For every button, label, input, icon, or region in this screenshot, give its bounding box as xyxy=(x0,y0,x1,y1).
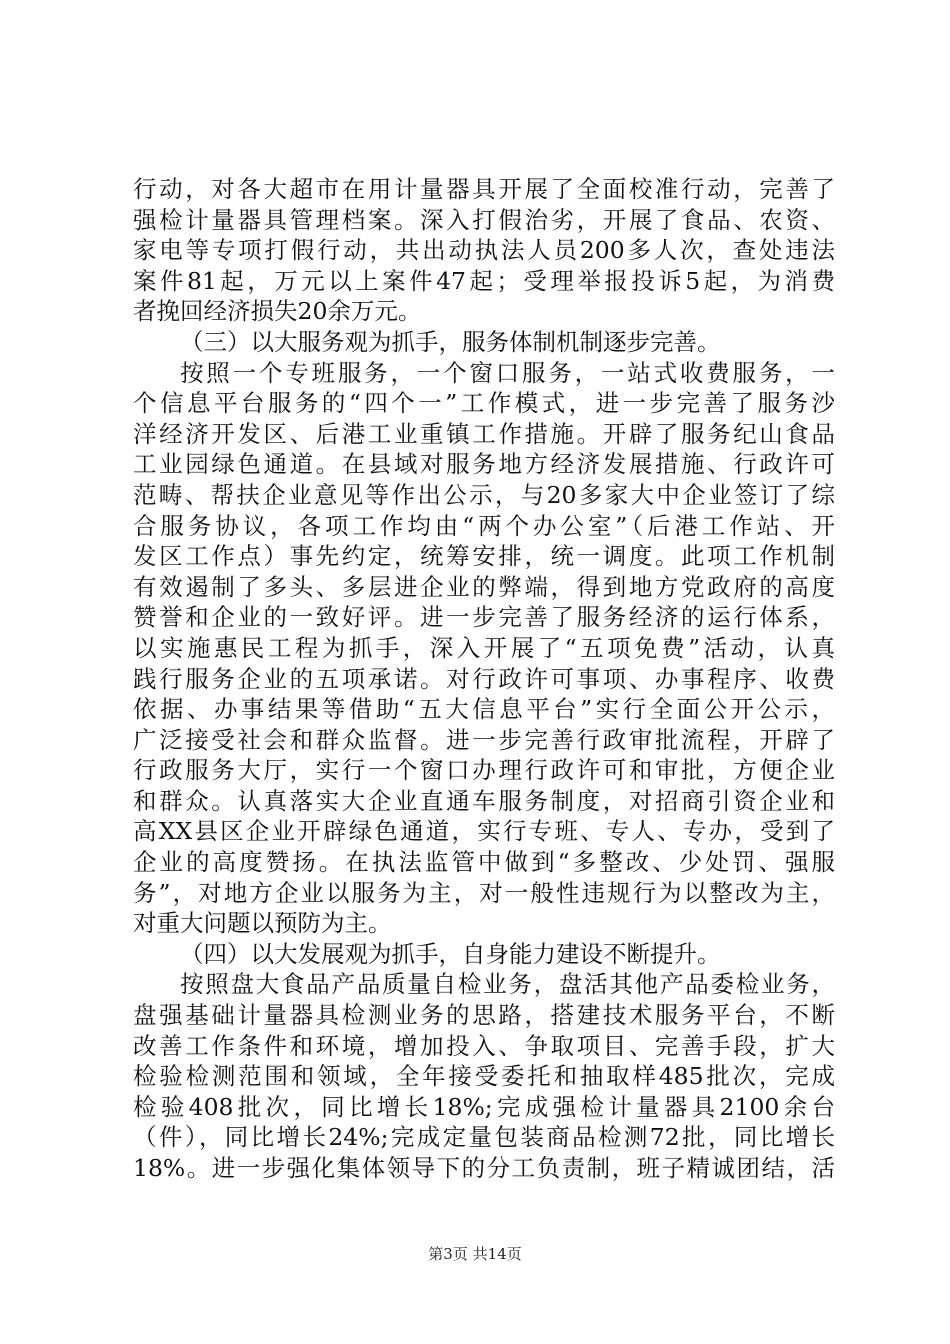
text-line: 高XX县区企业开辟绿色通道，实行专班、专人、专办，受到了 xyxy=(133,817,835,846)
text-line: 行动，对各大超市在用计量器具开展了全面校准行动，完善了 xyxy=(133,175,835,203)
text-line: 范畴、帮扶企业意见等作出公示，与20多家大中企业签订了综 xyxy=(133,480,835,509)
text-line: 行政服务大厅，实行一个窗口办理行政许可和审批，方便企业 xyxy=(133,756,835,785)
text-line: 改善工作条件和环境，增加投入、争取项目、完善手段，扩大 xyxy=(133,1031,835,1060)
text-line: 合服务协议，各项工作均由“两个办公室”（后港工作站、开 xyxy=(133,511,835,540)
text-line: （件），同比增长24%;完成定量包装商品检测72批，同比增长 xyxy=(133,1123,835,1152)
text-line: 践行服务企业的五项承诺。对行政许可事项、办事程序、收费 xyxy=(133,664,835,693)
text-line: 有效遏制了多头、多层进企业的弊端，得到地方党政府的高度 xyxy=(133,572,835,601)
text-line: 按照盘大食品产品质量自检业务，盘活其他产品委检业务， xyxy=(180,970,835,999)
text-line: 和群众。认真落实大企业直通车服务制度，对招商引资企业和 xyxy=(133,786,835,815)
text-line: 对重大问题以预防为主。 xyxy=(133,909,392,938)
text-line: 个信息平台服务的“四个一”工作模式，进一步完善了服务沙 xyxy=(133,389,835,418)
text-line: 以实施惠民工程为抓手，深入开展了“五项免费”活动，认真 xyxy=(133,633,835,662)
text-line: 广泛接受社会和群众监督。进一步完善行政审批流程，开辟了 xyxy=(133,725,835,754)
text-line: 检验408批次，同比增长18%;完成强检计量器具2100余台 xyxy=(133,1092,835,1121)
text-line: 强检计量器具管理档案。深入打假治劣，开展了食品、农资、 xyxy=(133,205,835,234)
section-heading: （三）以大服务观为抓手，服务体制机制逐步完善。 xyxy=(180,327,721,356)
text-line: 检验检测范围和领域，全年接受委托和抽取样485批次，完成 xyxy=(133,1062,835,1091)
text-line: 赞誉和企业的一致好评。进一步完善了服务经济的运行体系， xyxy=(133,603,835,632)
text-line: 务”，对地方企业以服务为主，对一般性违规行为以整改为主， xyxy=(133,878,835,907)
text-line: 企业的高度赞扬。在执法监管中做到“多整改、少处罚、强服 xyxy=(133,848,835,877)
body-text xyxy=(133,174,835,1184)
text-line: 盘强基础计量器具检测业务的思路，搭建技术服务平台，不断 xyxy=(133,1001,835,1030)
text-line: 18%。进一步强化集体领导下的分工负责制，班子精诚团结，活 xyxy=(133,1154,835,1182)
page-footer xyxy=(0,1244,950,1264)
page-number: 第3页 共14页 xyxy=(428,1245,522,1263)
text-line: 家电等专项打假行动，共出动执法人员200多人次，查处违法 xyxy=(133,236,835,265)
text-line: 发区工作点）事先约定，统筹安排，统一调度。此项工作机制 xyxy=(133,542,835,571)
text-line: 按照一个专班服务，一个窗口服务，一站式收费服务，一 xyxy=(180,358,835,387)
text-line: 者挽回经济损失20余万元。 xyxy=(133,297,422,326)
text-line: 洋经济开发区、后港工业重镇工作措施。开辟了服务纪山食品 xyxy=(133,419,835,448)
text-line: 案件81起，万元以上案件47起；受理举报投诉5起，为消费 xyxy=(133,266,835,295)
section-heading: （四）以大发展观为抓手，自身能力建设不断提升。 xyxy=(180,939,721,968)
text-line: 依据、办事结果等借助“五大信息平台”实行全面公开公示， xyxy=(133,695,835,724)
text-line: 工业园绿色通道。在县域对服务地方经济发展措施、行政许可 xyxy=(133,450,835,479)
